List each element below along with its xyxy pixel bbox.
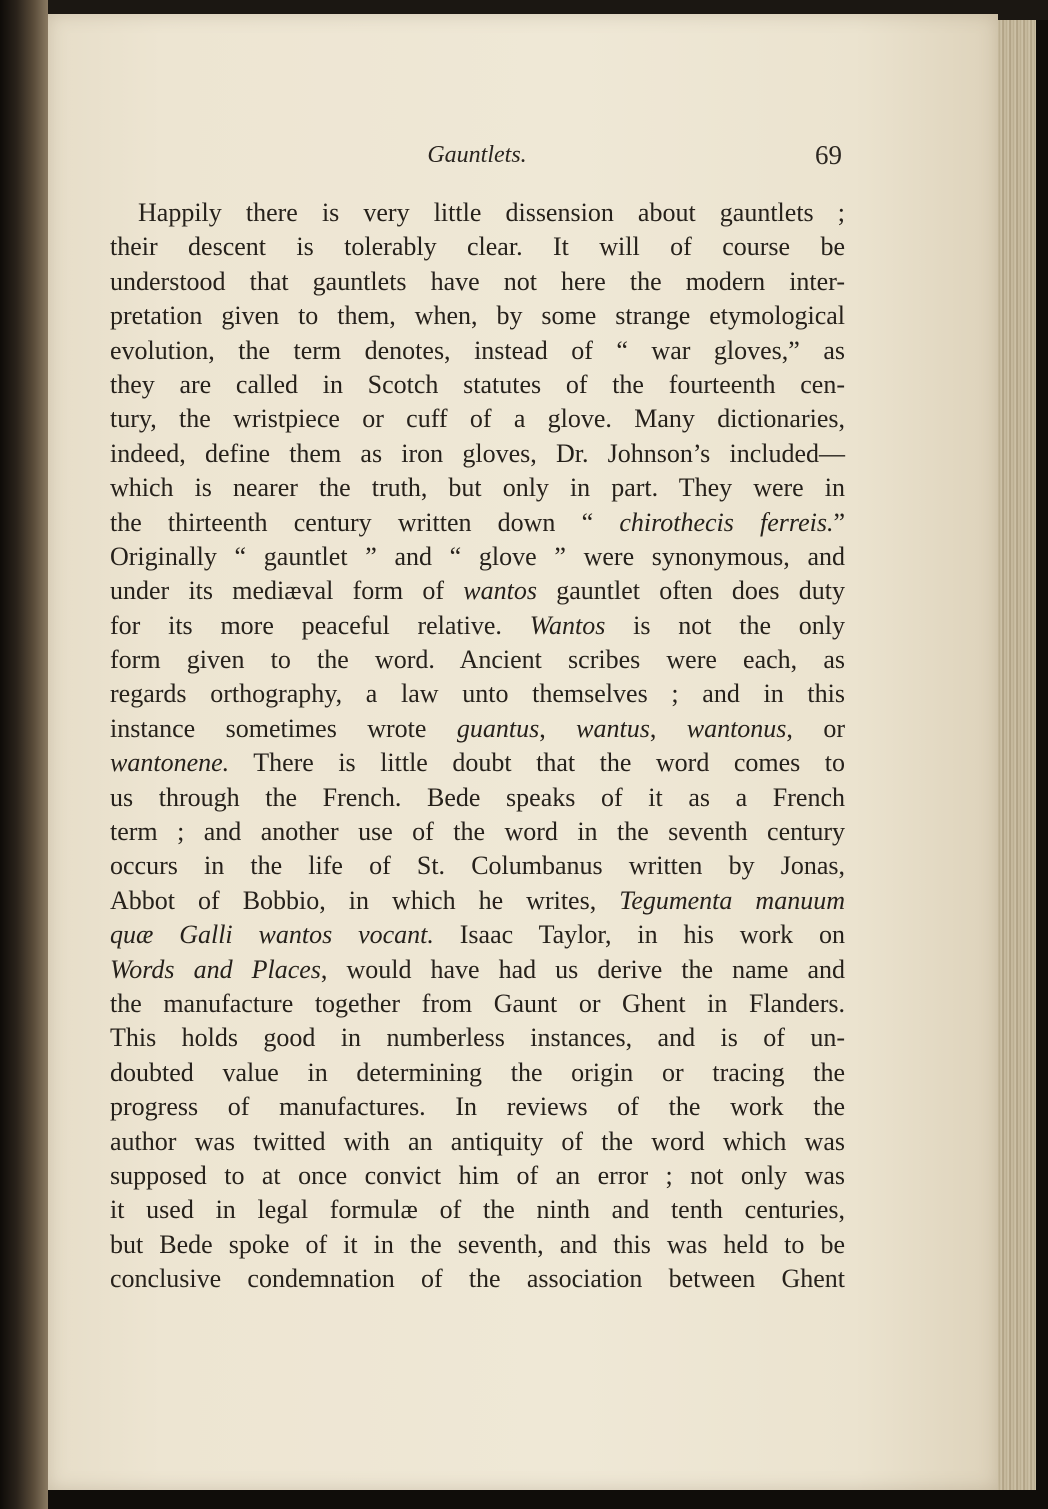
text-span: progress of manufactures. In reviews of the work the: [110, 1092, 845, 1122]
italic-text: wantus: [576, 713, 650, 743]
text-span: Originally “ gauntlet ” and “ glove ” were synonymous, and: [110, 541, 845, 571]
italic-text: wantonene.: [110, 748, 230, 778]
running-head: [112, 138, 842, 178]
text-line: [110, 918, 845, 952]
text-span: regards orthography, a law unto themselves ; and in this: [110, 679, 845, 709]
text-span: This holds good in numberless instances, and is of un-: [110, 1023, 845, 1053]
text-span: tury, the wristpiece or cuff of a glove. Many dictionaries,: [110, 404, 845, 434]
text-span: which is nearer the truth, but only in part. They were in: [110, 473, 845, 503]
text-span: instance sometimes wrote: [110, 713, 457, 743]
text-line: [110, 540, 845, 574]
text-span: ”: [833, 507, 846, 537]
text-span: the thirteenth century written down “: [110, 507, 620, 537]
text-span: Abbot of Bobbio, in which he writes,: [110, 885, 620, 915]
text-span: supposed to at once convict him of an error ; not only was: [110, 1160, 845, 1190]
text-span: , would have had us derive the name and: [320, 954, 845, 984]
text-line: [110, 574, 845, 608]
text-span: is not the only: [605, 610, 845, 640]
italic-text: chirothecis ferreis.: [619, 507, 834, 537]
text-line: [110, 230, 845, 264]
text-span: Happily there is very little dissension about gauntlets ;: [138, 198, 845, 227]
text-span: conclusive condemnation of the association between Ghent: [110, 1264, 845, 1294]
text-line: [110, 609, 845, 643]
text-line: [110, 815, 845, 849]
text-span: occurs in the life of St. Columbanus written by Jonas,: [110, 851, 845, 881]
text-span: author was twitted with an antiquity of the word which was: [110, 1126, 845, 1156]
italic-text: wantos: [463, 576, 537, 606]
text-line: [110, 987, 845, 1021]
text-span: Isaac Taylor, in his work on: [433, 920, 846, 950]
text-line: [110, 1125, 845, 1159]
text-line: [110, 1262, 845, 1296]
text-line: [110, 1056, 845, 1090]
text-line: [110, 953, 845, 987]
text-line: [110, 299, 845, 333]
text-line: [110, 1021, 845, 1055]
text-line: [110, 506, 845, 540]
text-line: [110, 471, 845, 505]
text-line: [110, 781, 845, 815]
text-span: their descent is tolerably clear. It will of course be: [110, 232, 845, 262]
page-number: 69: [815, 140, 842, 170]
text-span: understood that gauntlets have not here the modern inter-: [110, 266, 845, 296]
page-stack-edge: [998, 20, 1036, 1490]
italic-text: guantus: [456, 713, 540, 743]
text-span: pretation given to them, when, by some strange etymological: [110, 301, 845, 331]
text-line: [110, 1090, 845, 1124]
text-line: [110, 368, 845, 402]
body-text: [110, 196, 845, 1297]
text-span: term ; and another use of the word in the seventh century: [110, 817, 845, 847]
text-span: it used in legal formulæ of the ninth and tenth centuries,: [110, 1195, 845, 1225]
text-line: [110, 402, 845, 436]
text-span: under its mediæval form of: [110, 576, 464, 606]
text-span: , or: [786, 713, 845, 743]
text-span: doubted value in determining the origin or tracing the: [110, 1057, 845, 1087]
text-line: [110, 643, 845, 677]
text-line: [110, 334, 845, 368]
italic-text: Words and Places: [110, 954, 321, 984]
text-line: [110, 437, 845, 471]
text-line: [110, 1228, 845, 1262]
text-span: There is little doubt that the word comes to: [229, 748, 845, 778]
text-line: [110, 1193, 845, 1227]
text-span: ,: [539, 713, 577, 743]
text-span: for its more peaceful relative.: [110, 610, 530, 640]
text-span: gauntlet often does duty: [536, 576, 845, 606]
italic-text: Tegumenta manuum: [619, 885, 845, 915]
text-span: they are called in Scotch statutes of the fourteenth cen-: [110, 369, 845, 399]
text-line: [110, 746, 845, 780]
text-span: form given to the word. Ancient scribes were each, as: [110, 645, 845, 675]
italic-text: quæ Galli wantos vocant.: [110, 920, 434, 950]
chapter-title: Gauntlets.: [427, 142, 527, 168]
text-line: [110, 712, 845, 746]
bottom-shadow: [48, 1490, 1048, 1509]
italic-text: Wantos: [529, 610, 606, 640]
text-line: [110, 884, 845, 918]
text-line: [110, 1159, 845, 1193]
text-line: [110, 196, 845, 230]
text-span: indeed, define them as iron gloves, Dr. Johnson’s included—: [110, 438, 845, 468]
text-line: [110, 849, 845, 883]
text-span: ,: [649, 713, 687, 743]
text-line: [110, 677, 845, 711]
text-span: evolution, the term denotes, instead of “ war gloves,” as: [110, 335, 845, 365]
text-span: but Bede spoke of it in the seventh, and this was held to be: [110, 1229, 845, 1259]
text-span: the manufacture together from Gaunt or Ghent in Flanders.: [110, 988, 845, 1018]
italic-text: wantonus: [686, 713, 787, 743]
facing-page-edge: [0, 0, 48, 1509]
text-line: [110, 265, 845, 299]
text-span: us through the French. Bede speaks of it as a French: [110, 782, 845, 812]
